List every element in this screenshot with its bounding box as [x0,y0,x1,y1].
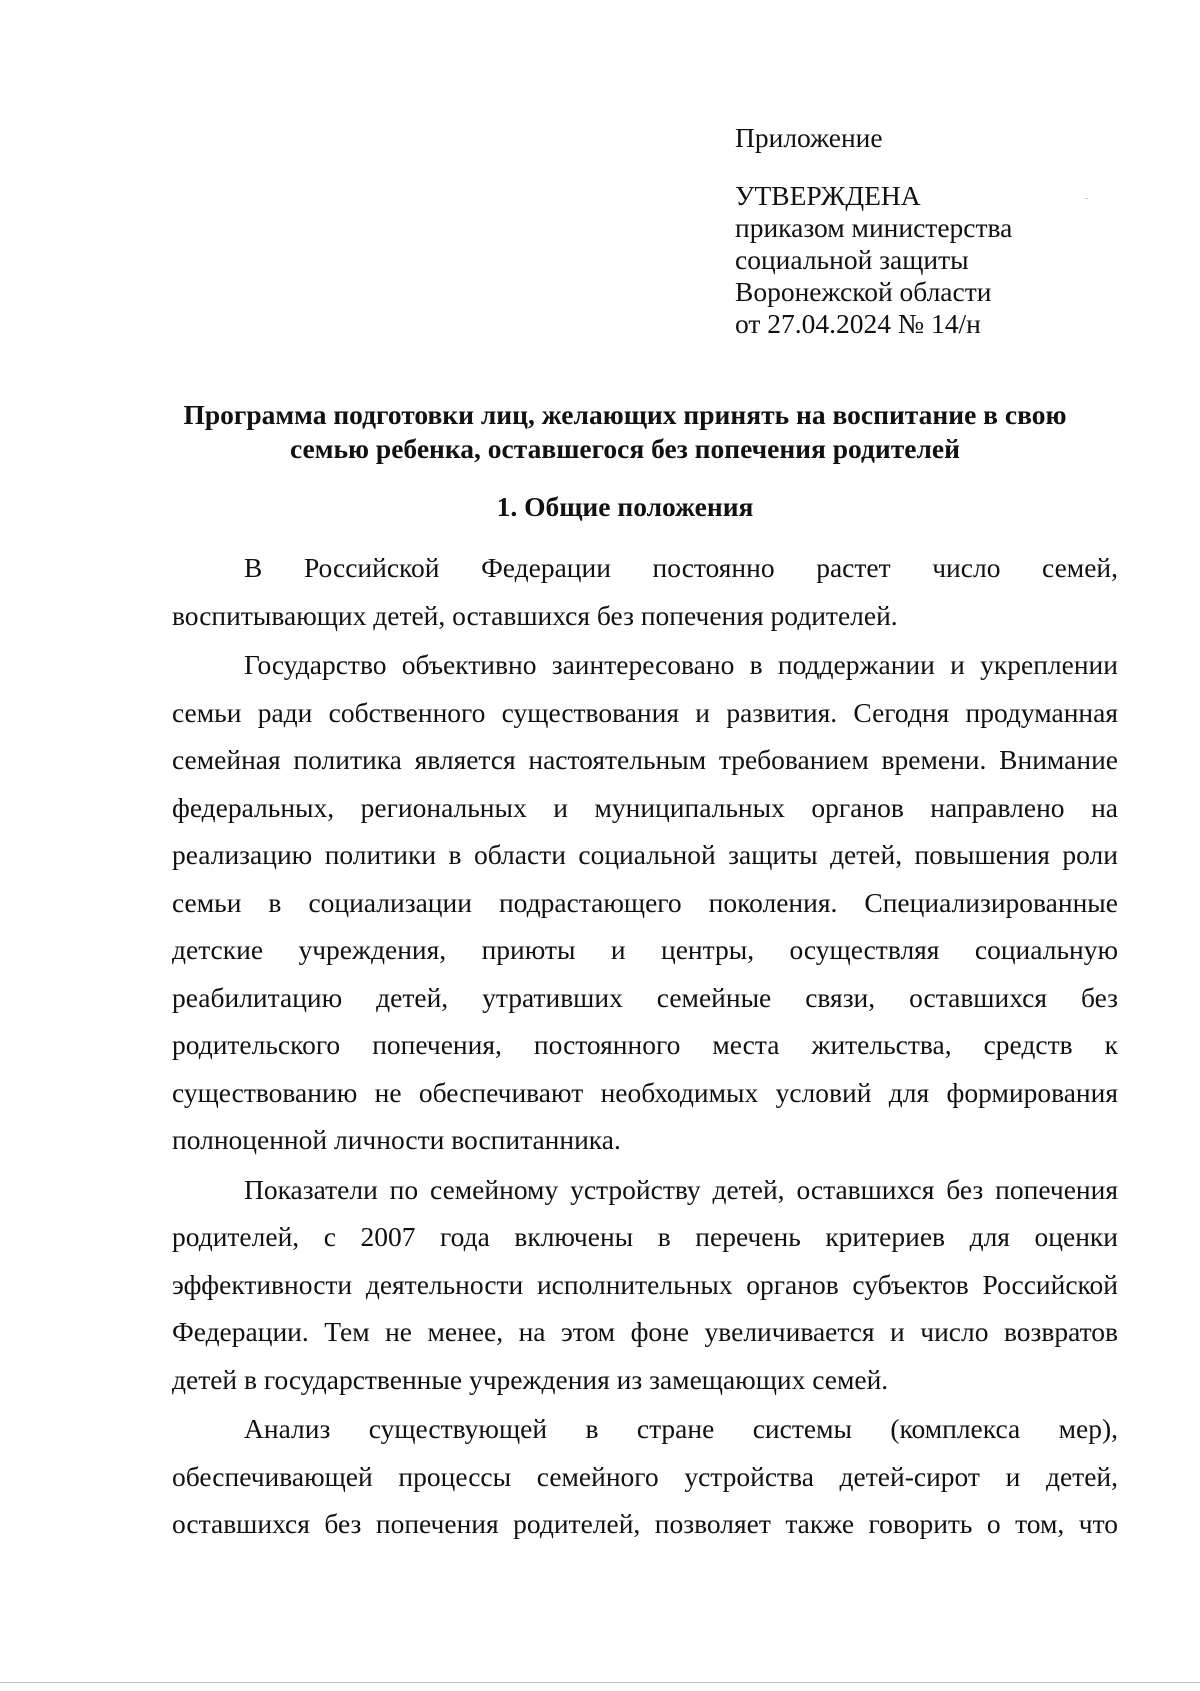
paragraph-line: родителей, с 2007 года включены в перечень критериев для оценки [172,1221,1118,1252]
paragraph-line: федеральных, региональных и муниципальных органов направлено на [172,791,1118,823]
paragraph-line: реабилитацию детей, утративших семейные связи, оставшихся без [172,981,1118,1013]
scan-artifact [1085,198,1088,199]
paragraph [172,1405,1118,1548]
approval-line-1: приказом министерства [735,212,1013,243]
paragraph-line: семьи ради собственного существования и развития. Сегодня продуманная [172,696,1118,728]
paragraph-line: семьи в социализации подрастающего поколения. Специализированные [172,886,1118,918]
paragraph-line: детей в государственные учреждения из замещающих семей. [172,1363,889,1395]
scan-edge-line [0,1682,1200,1683]
paragraph-line: обеспечивающей процессы семейного устройства детей-сирот и детей, [172,1460,1118,1492]
paragraph-line: Анализ существующей в стране системы (комплекса мер), [244,1413,1118,1444]
paragraph-line: семейная политика является настоятельным требованием времени. Внимание [172,744,1118,775]
paragraph [172,544,1118,639]
paragraph-line: Федерации. Тем не менее, на этом фоне увеличивается и число возвратов [172,1316,1118,1347]
title-line-1: Программа подготовки лиц, желающих принять на воспитание в свою [183,399,1067,430]
approval-date-number: от 27.04.2024 № 14/н [735,308,981,339]
section-heading: 1. Общие положения [496,491,754,522]
paragraph-line: В Российской Федерации постоянно растет число семей, [244,552,1118,583]
title-line-2: семью ребенка, оставшегося без попечения родителей [290,433,960,464]
approval-line-3: Воронежской области [735,276,992,307]
paragraph-line: существованию не обеспечивают необходимых условий для формирования [172,1076,1118,1108]
paragraph-line: Показатели по семейному устройству детей, оставшихся без попечения [244,1173,1118,1205]
paragraph [172,641,1118,1164]
paragraph [172,1166,1118,1404]
paragraph-line: эффективности деятельности исполнительных органов субъектов Российской [172,1268,1118,1300]
paragraph-line: полноценной личности воспитанника. [172,1124,621,1155]
paragraph-line: реализацию политики в области социальной защиты детей, повышения роли [172,839,1118,870]
paragraph-line: детские учреждения, приюты и центры, осуществляя социальную [172,934,1118,965]
paragraph-line: Государство объективно заинтересовано в поддержании и укреплении [244,649,1118,680]
approval-line-2: социальной защиты [735,244,969,275]
approval-block [735,122,1155,340]
paragraph-line: воспитывающих детей, оставшихся без попечения родителей. [172,599,898,631]
approved-label: УТВЕРЖДЕНА [735,180,921,211]
body-text [172,544,1118,1548]
paragraph-line: оставшихся без попечения родителей, позволяет также говорить о том, что [172,1508,1118,1539]
paragraph-line: родительского попечения, постоянного места жительства, средств к [172,1029,1118,1060]
document-title [150,398,1100,466]
annex-label: Приложение [735,122,883,153]
